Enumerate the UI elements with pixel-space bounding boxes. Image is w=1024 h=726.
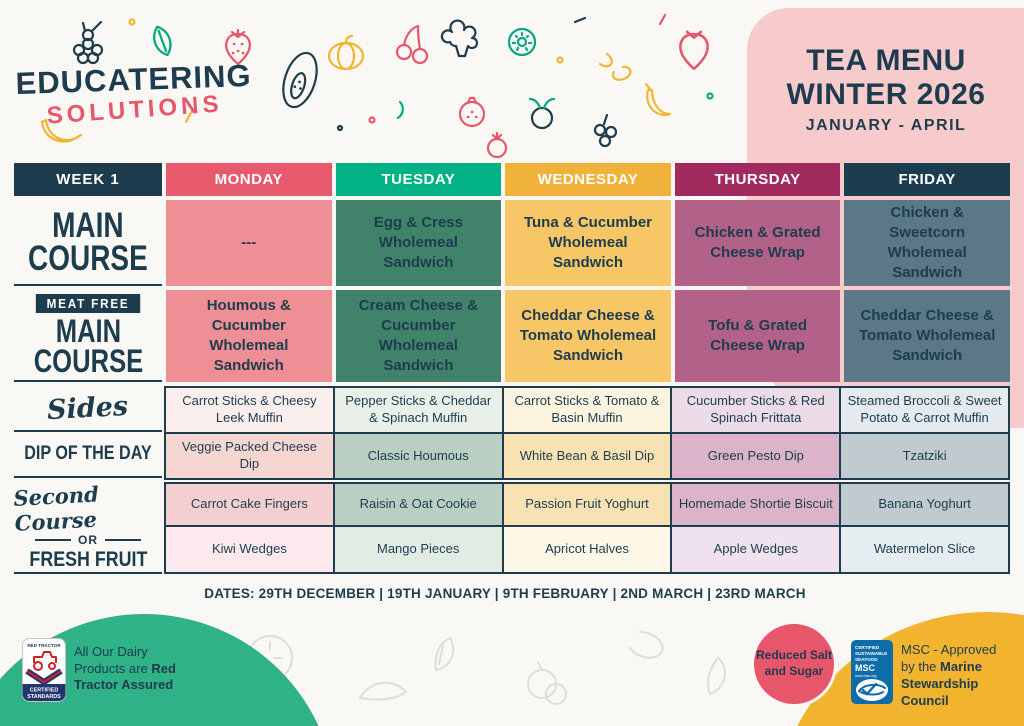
header-friday: FRIDAY — [844, 163, 1010, 196]
cell-wednesday-meat-free: Cheddar Cheese & Tomato Wholemeal Sandwich — [505, 290, 671, 382]
or-label-text: OR — [78, 533, 98, 547]
dairy-statement — [74, 644, 180, 694]
cell-friday-fresh-fruit: Watermelon Slice — [841, 527, 1008, 572]
meat-free-badge: MEAT FREE — [36, 294, 141, 313]
red-tractor-certified-text: CERTIFIED — [29, 687, 59, 694]
brand-name-line2: SOLUTIONS — [45, 90, 224, 130]
red-tractor-standards-text: STANDARDS — [27, 694, 61, 700]
fresh-fruit-label-text: FRESH FRUIT — [28, 548, 147, 571]
cell-monday-fresh-fruit: Kiwi Wedges — [166, 527, 333, 572]
msc-logo — [851, 640, 893, 704]
dip-label-text: DIP OF THE DAY — [24, 443, 152, 464]
header-tuesday: TUESDAY — [336, 163, 502, 196]
cell-thursday-sides: Cucumber Sticks & Red Spinach Frittata — [672, 388, 839, 432]
cell-thursday-main: Chicken & Grated Cheese Wrap — [675, 200, 841, 286]
menu-dates: DATES: 29TH DECEMBER | 19TH JANUARY | 9TH FEBRUARY | 2ND MARCH | 23RD MARCH — [204, 586, 806, 601]
cell-wednesday-fresh-fruit: Apricot Halves — [504, 527, 671, 572]
main-course-label — [28, 205, 148, 278]
cell-friday-meat-free: Cheddar Cheese & Tomato Wholemeal Sandwich — [844, 290, 1010, 382]
cell-wednesday-second-course: Passion Fruit Yoghurt — [504, 484, 671, 525]
row-label-dip-of-the-day — [14, 432, 162, 478]
menu-grid-sides-dip — [164, 386, 1010, 480]
row-label-meat-free-main-course — [14, 290, 162, 382]
or-divider-line-left — [35, 539, 71, 541]
row-label-main-course — [14, 200, 162, 286]
cell-monday-main: --- — [166, 200, 332, 286]
title-line2: WINTER 2026 — [786, 77, 986, 111]
cell-thursday-fresh-fruit: Apple Wedges — [672, 527, 839, 572]
cell-monday-sides: Carrot Sticks & Cheesy Leek Muffin — [166, 388, 333, 432]
cell-monday-dip: Veggie Packed Cheese Dip — [166, 434, 333, 478]
header-thursday: THURSDAY — [675, 163, 841, 196]
title-line1: TEA MENU — [806, 44, 966, 77]
sides-label-text: Sides — [46, 390, 130, 426]
dairy-statement-bold: Red Tractor Assured — [74, 660, 176, 693]
week-label: WEEK 1 — [14, 163, 162, 196]
msc-acronym: MSC — [855, 663, 875, 673]
cell-thursday-second-course: Homemade Shortie Biscuit — [672, 484, 839, 525]
msc-statement-bold: Marine Stewardship Council — [901, 658, 982, 708]
dairy-statement-regular: All Our Dairy Products are — [74, 644, 152, 676]
msc-cert-line3: SEAFOOD — [855, 657, 878, 662]
header-wednesday: WEDNESDAY — [505, 163, 671, 196]
row-label-sides — [14, 386, 162, 432]
cell-thursday-meat-free: Tofu & Grated Cheese Wrap — [675, 290, 841, 382]
menu-grid-second-fruit — [164, 482, 1010, 574]
main-course-label-line1: MAIN — [52, 205, 124, 245]
cell-tuesday-sides: Pepper Sticks & Cheddar & Spinach Muffin — [335, 388, 502, 432]
or-divider — [14, 533, 162, 547]
cell-friday-main: Chicken & Sweetcorn Wholemeal Sandwich — [844, 200, 1010, 286]
msc-cert-line2: SUSTAINABLE — [855, 651, 888, 656]
red-tractor-arc-text: RED TRACTOR — [27, 643, 61, 648]
cell-monday-second-course: Carrot Cake Fingers — [166, 484, 333, 525]
cell-wednesday-sides: Carrot Sticks & Tomato & Basin Muffin — [504, 388, 671, 432]
meat-free-main-course-label — [33, 312, 143, 379]
menu-grid-top — [14, 163, 1010, 382]
second-course-label-text: Second Course — [12, 481, 100, 536]
or-divider-line-right — [105, 539, 141, 541]
red-tractor-logo — [22, 638, 66, 702]
brand-logo — [15, 58, 253, 128]
cell-wednesday-main: Tuna & Cucumber Wholemeal Sandwich — [505, 200, 671, 286]
cell-friday-dip: Tzatziki — [841, 434, 1008, 478]
cell-tuesday-fresh-fruit: Mango Pieces — [335, 527, 502, 572]
msc-cert-line1: CERTIFIED — [855, 645, 880, 650]
main-course-label-line2: COURSE — [28, 239, 148, 278]
cell-friday-sides: Steamed Broccoli & Sweet Potato & Carrot Muffin — [841, 388, 1008, 432]
msc-url: www.msc.org — [855, 674, 877, 678]
cell-friday-second-course: Banana Yoghurt — [841, 484, 1008, 525]
reduced-salt-sugar-badge: Reduced Salt and Sugar — [751, 621, 837, 707]
meat-free-label-line1: MAIN — [55, 312, 121, 349]
meat-free-label-line2: COURSE — [33, 343, 143, 379]
cell-tuesday-dip: Classic Houmous — [335, 434, 502, 478]
cell-monday-meat-free: Houmous & Cucumber Wholemeal Sandwich — [166, 290, 332, 382]
cell-tuesday-main: Egg & Cress Wholemeal Sandwich — [336, 200, 502, 286]
cell-tuesday-second-course: Raisin & Oat Cookie — [335, 484, 502, 525]
msc-statement-regular: MSC - Approved by the — [901, 642, 997, 674]
brand-name-line1: EDUCATERING — [14, 57, 253, 102]
title-subtitle: JANUARY - APRIL — [805, 116, 967, 134]
cell-tuesday-meat-free: Cream Cheese & Cucumber Wholemeal Sandwich — [336, 290, 502, 382]
header-monday: MONDAY — [166, 163, 332, 196]
cell-thursday-dip: Green Pesto Dip — [672, 434, 839, 478]
row-label-second-course-or-fresh-fruit — [14, 482, 162, 574]
msc-statement — [901, 642, 1007, 710]
menu-title — [762, 44, 1010, 135]
cell-wednesday-dip: White Bean & Basil Dip — [504, 434, 671, 478]
